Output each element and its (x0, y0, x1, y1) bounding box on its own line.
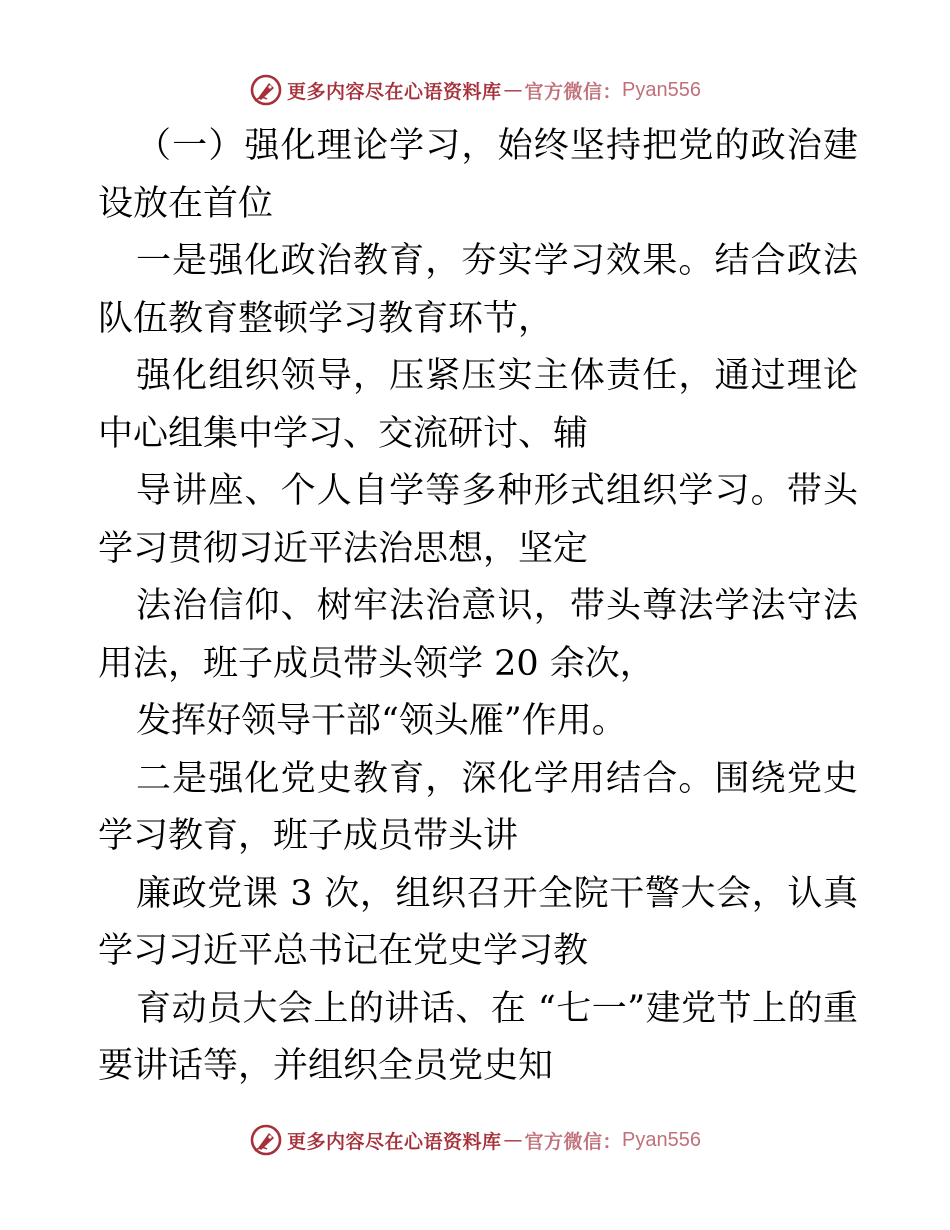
paragraph: 二是强化党史教育，深化学用结合。围绕党史学习教育，班子成员带头讲 (98, 758, 858, 856)
banner-slogan: 更多内容尽在心语资料库 (287, 1130, 502, 1153)
banner-dash: — (503, 1129, 523, 1151)
paragraph: 廉政党课 3 次，组织召开全院干警大会，认真学习习近平总书记在党史学习教 (98, 873, 858, 971)
footer-banner (0, 1120, 950, 1160)
pen-nib-logo-icon (249, 1123, 283, 1157)
document-body (98, 118, 858, 1096)
paragraph: 一是强化政治教育，夯实学习效果。结合政法队伍教育整顿学习教育环节， (98, 241, 858, 339)
banner-slogan: 更多内容尽在心语资料库 (287, 80, 502, 103)
banner-official-label: 官方微信： (524, 80, 623, 103)
banner-wechat-id: Pyan556 (622, 78, 701, 101)
paragraph: 导讲座、个人自学等多种形式组织学习。带头学习贯彻习近平法治思想，坚定 (98, 471, 858, 569)
banner-dash: — (503, 79, 523, 101)
section-heading: （一）强化理论学习，始终坚持把党的政治建设放在首位 (98, 126, 858, 224)
paragraph: 强化组织领导，压紧压实主体责任，通过理论中心组集中学习、交流研讨、辅 (98, 356, 858, 454)
paragraph: 育动员大会上的讲话、在 “七一”建党节上的重要讲话等，并组织全员党史知 (98, 988, 858, 1086)
pen-nib-logo-icon (249, 73, 283, 107)
paragraph: 发挥好领导干部“领头雁”作用。 (136, 701, 627, 741)
header-banner (0, 70, 950, 110)
banner-wechat-id: Pyan556 (622, 1128, 701, 1151)
banner-official-label: 官方微信： (524, 1130, 623, 1153)
paragraph: 法治信仰、树牢法治意识，带头尊法学法守法用法，班子成员带头领学 20 余次， (98, 586, 858, 684)
